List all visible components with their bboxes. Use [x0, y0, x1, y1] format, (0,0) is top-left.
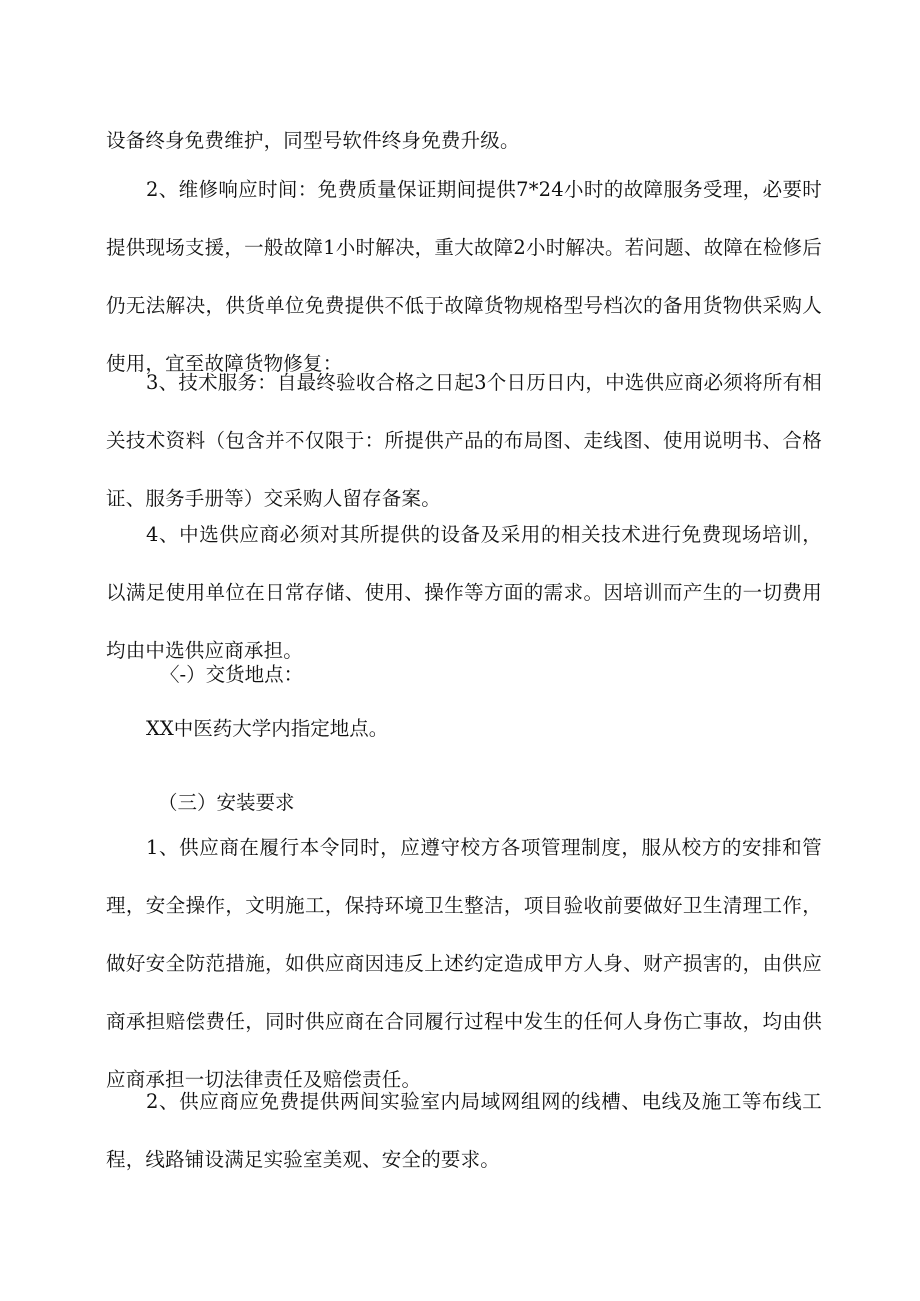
paragraph-network-wiring: 2、供应商应免费提供两间实验室内局域网组网的线槽、电线及施工等布线工程，线路铺设满足实验室美观、安全的要求。 [106, 1090, 822, 1171]
delivery-location-text: XX中医药大学内指定地点。 [146, 717, 389, 740]
paragraph-maintenance: 设备终身免费维护，同型号软件终身免费升级。 [106, 129, 520, 152]
paragraph-technical-service: 3、技术服务：自最终验收合格之日起3个日历日内，中选供应商必须将所有相关技术资料（包含并不仅限于：所提供产品的布局图、走线图、使用说明书、合格证、服务手册等）交采购人留存备案。 [106, 371, 822, 510]
paragraph-training: 4、中选供应商必须对其所提供的设备及采用的相关技术进行免费现场培训，以满足使用单位在日常存储、使用、操作等方面的需求。因培训而产生的一切费用均由中选供应商承担。 [106, 523, 822, 662]
paragraph-installation-rules: 1、供应商在履行本令同时，应遵守校方各项管理制度，服从校方的安排和管理，安全操作，文明施工，保持环境卫生整洁，项目验收前要做好卫生清理工作，做好安全防范措施，如供应商因违反上述约定造成甲方人身、财产损害的，由供应商承担赔偿费任，同时供应商在合同履行过程中发生的任何人身伤亡事故，均由供应商承担一切法律责任及赔偿责任。 [106, 836, 822, 1091]
heading-delivery-location: 〈-）交货地点： [160, 663, 304, 686]
paragraph-response-time: 2、维修响应时间：免费质量保证期间提供7*24小时的故障服务受理，必要时提供现场支援，一般故障1小时解决，重大故障2小时解决。若问题、故障在检修后仍无法解决，供货单位免费提供不低于故障货物规格型号档次的备用货物供采购人使用，宜至故障货物修复： [106, 178, 822, 375]
heading-installation-requirements: （三）安装要求 [158, 791, 295, 814]
